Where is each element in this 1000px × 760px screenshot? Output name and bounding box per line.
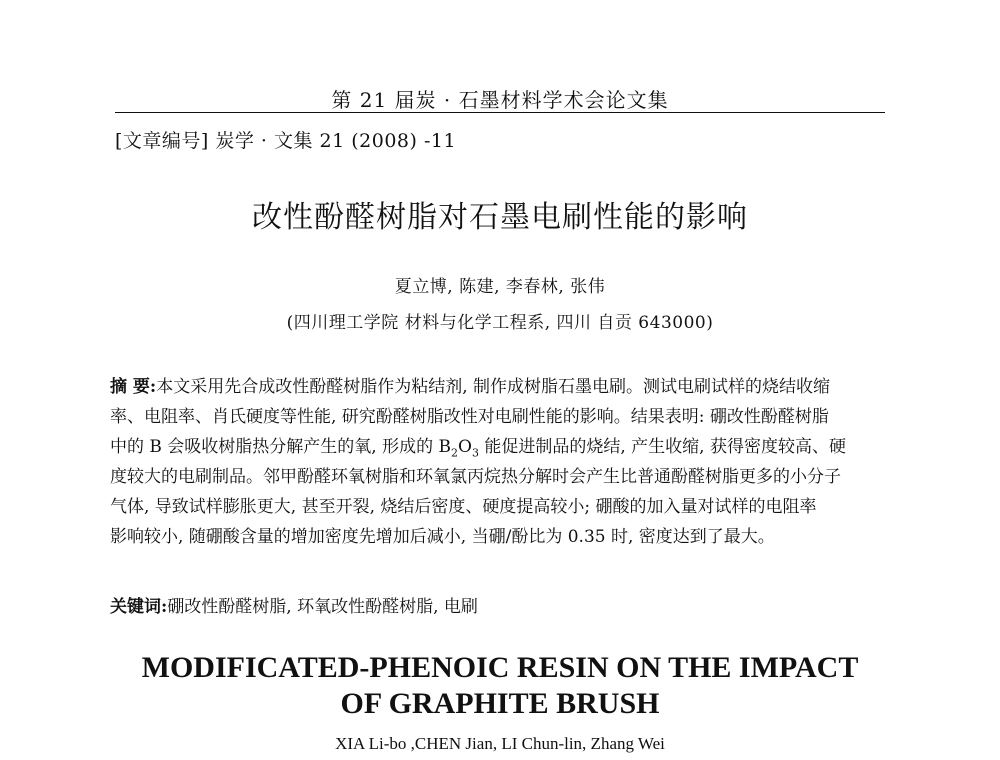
abstract-text-1: 本文采用先合成改性酚醛树脂作为粘结剂, 制作成树脂石墨电刷。测试电刷试样的烧结收缩: [156, 377, 831, 397]
abstract-label: 摘 要:: [110, 377, 157, 397]
subscript-3: 3: [471, 446, 479, 460]
keywords-text: 硼改性酚醛树脂, 环氧改性酚醛树脂, 电刷: [167, 597, 478, 617]
chinese-authors: 夏立博, 陈建, 李春林, 张伟: [394, 277, 606, 297]
abstract-line-1: [110, 372, 890, 402]
subscript-2: 2: [451, 446, 459, 460]
abstract-line-2: 率、电阻率、肖氏硬度等性能, 研究酚醛树脂改性对电刷性能的影响。结果表明: 硼改性酚醛树脂: [110, 407, 829, 427]
english-authors: XIA Li-bo ,CHEN Jian, LI Chun-lin, Zhang Wei: [335, 734, 665, 753]
chinese-abstract: [110, 372, 890, 552]
abstract-line-5: 气体, 导致试样膨胀更大, 甚至开裂, 烧结后密度、硬度提高较小; 硼酸的加入量对试样的电阻率: [110, 497, 817, 517]
running-head: 第 21 届炭 · 石墨材料学术会论文集: [331, 88, 669, 112]
abstract-text-3a: 中的 B 会吸收树脂热分解产生的氧, 形成的 B: [110, 437, 452, 457]
keywords-label: 关键词:: [110, 597, 168, 617]
english-title-line-1: MODIFICATED-PHENOIC RESIN ON THE IMPACT: [141, 651, 859, 684]
header-rule: [115, 112, 885, 113]
abstract-text-3c: 能促进制品的烧结, 产生收缩, 获得密度较高、硬: [478, 437, 846, 457]
chinese-title: 改性酚醛树脂对石墨电刷性能的影响: [252, 200, 748, 235]
chinese-affiliation: (四川理工学院 材料与化学工程系, 四川 自贡 643000): [286, 313, 714, 333]
abstract-line-3: [110, 432, 890, 462]
keywords: [110, 592, 890, 617]
english-title-line-2: OF GRAPHITE BRUSH: [340, 687, 660, 720]
abstract-text-3b: O: [458, 437, 472, 457]
abstract-line-4: 度较大的电刷制品。邻甲酚醛环氧树脂和环氧氯丙烷热分解时会产生比普通酚醛树脂更多的小分子: [110, 467, 841, 487]
abstract-line-6: 影响较小, 随硼酸含量的增加密度先增加后减小, 当硼/酚比为 0.35 时, 密度达到了最大。: [110, 527, 775, 547]
english-title: [0, 650, 1000, 722]
article-number: [文章编号] 炭学 · 文集 21 (2008) -11: [115, 130, 457, 152]
